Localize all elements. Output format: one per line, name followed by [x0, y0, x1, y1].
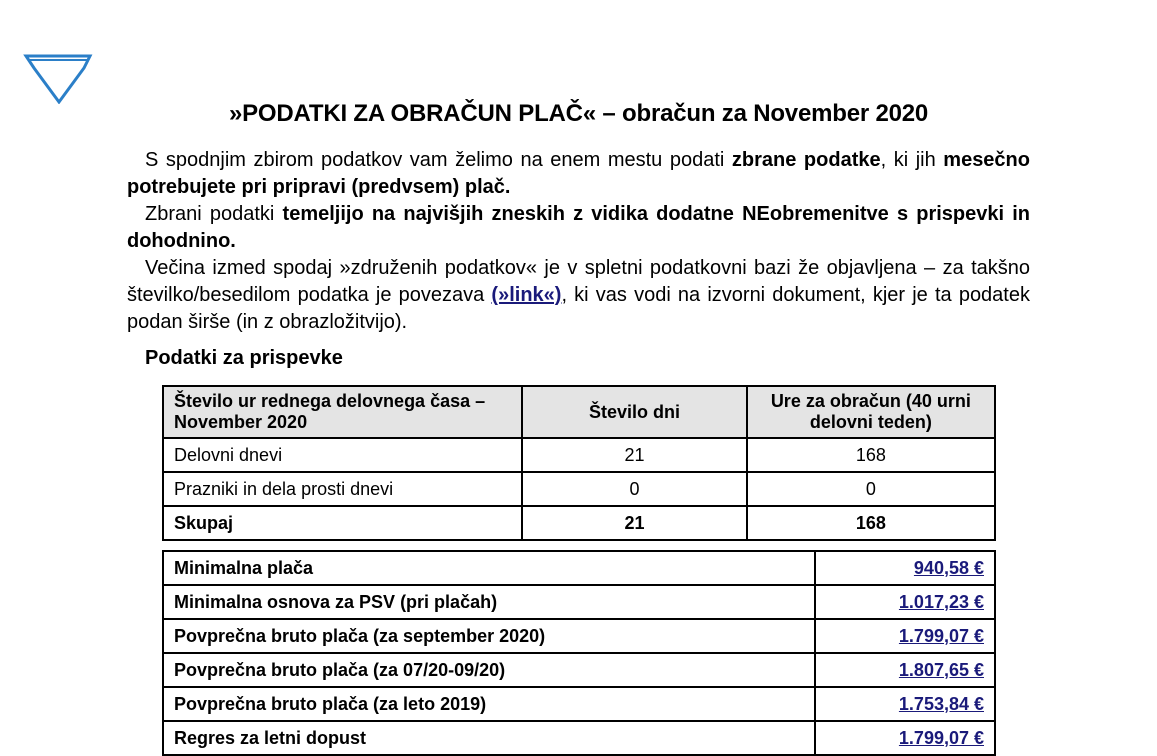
value-amount	[815, 721, 995, 755]
intro-paragraph-3: Večina izmed spodaj »združenih podatkov« je v spletni podatkovni bazi že objavljena – za takšno številko/besedilom podatka je povezava (»link«), ki vas vodi na izvorni dokument, kjer je ta podatek podan širše (in z obrazložitvijo).	[127, 257, 1030, 333]
value-label: Povprečna bruto plača (za leto 2019)	[163, 687, 815, 721]
row-label: Delovni dnevi	[163, 438, 522, 472]
value-amount	[815, 619, 995, 653]
value-link[interactable]: 1.807,65 €	[898, 659, 984, 680]
value-link[interactable]: 1.753,84 €	[898, 693, 984, 714]
row-days: 21	[522, 506, 746, 540]
table-row	[163, 438, 995, 472]
value-amount	[815, 551, 995, 585]
table-total-row	[163, 506, 995, 540]
value-link[interactable]: 1.799,07 €	[898, 625, 984, 646]
table-row	[163, 551, 995, 585]
intro-paragraph-2: Zbrani podatki temeljijo na najvišjih zneskih z vidika dodatne NEobremenitve s prispevki in dohodnino.	[127, 203, 1031, 252]
wage-values-table	[162, 550, 996, 756]
header-hours-month: Število ur rednega delovnega časa – November 2020	[163, 386, 522, 438]
page-title: »PODATKI ZA OBRAČUN PLAČ« – obračun za November 2020	[228, 100, 929, 127]
row-days: 0	[522, 472, 746, 506]
table-row	[163, 687, 995, 721]
value-link[interactable]: 1.799,07 €	[898, 727, 984, 748]
table-row	[163, 653, 995, 687]
value-label: Regres za letni dopust	[163, 721, 815, 755]
row-hours: 168	[747, 506, 995, 540]
value-label: Povprečna bruto plača (za 07/20-09/20)	[163, 653, 815, 687]
intro-paragraph-1: S spodnjim zbirom podatkov vam želimo na enem mestu podati zbrane podatke, ki jih mesečno potrebujete pri pripravi (predvsem) plač.	[127, 149, 1030, 198]
row-days: 21	[522, 438, 746, 472]
table-row	[163, 721, 995, 755]
source-link[interactable]: (»link«)	[491, 284, 562, 306]
row-label: Prazniki in dela prosti dnevi	[163, 472, 522, 506]
value-label: Minimalna osnova za PSV (pri plačah)	[163, 585, 815, 619]
header-days: Število dni	[522, 386, 746, 438]
value-label: Minimalna plača	[163, 551, 815, 585]
value-label: Povprečna bruto plača (za september 2020)	[163, 619, 815, 653]
table-row	[163, 585, 995, 619]
value-amount	[815, 687, 995, 721]
table-header-row	[163, 386, 995, 438]
intro-text	[127, 147, 1030, 336]
row-hours: 168	[747, 438, 995, 472]
header-hours-calc: Ure za obračun (40 urni delovni teden)	[747, 386, 995, 438]
value-amount	[815, 585, 995, 619]
value-link[interactable]: 940,58 €	[913, 557, 984, 578]
value-amount	[815, 653, 995, 687]
table-row	[163, 619, 995, 653]
company-logo	[22, 48, 96, 104]
section-heading: Podatki za prispevke	[145, 347, 343, 369]
row-label: Skupaj	[163, 506, 522, 540]
value-link[interactable]: 1.017,23 €	[898, 591, 984, 612]
row-hours: 0	[747, 472, 995, 506]
working-hours-table	[162, 385, 996, 541]
table-row	[163, 472, 995, 506]
